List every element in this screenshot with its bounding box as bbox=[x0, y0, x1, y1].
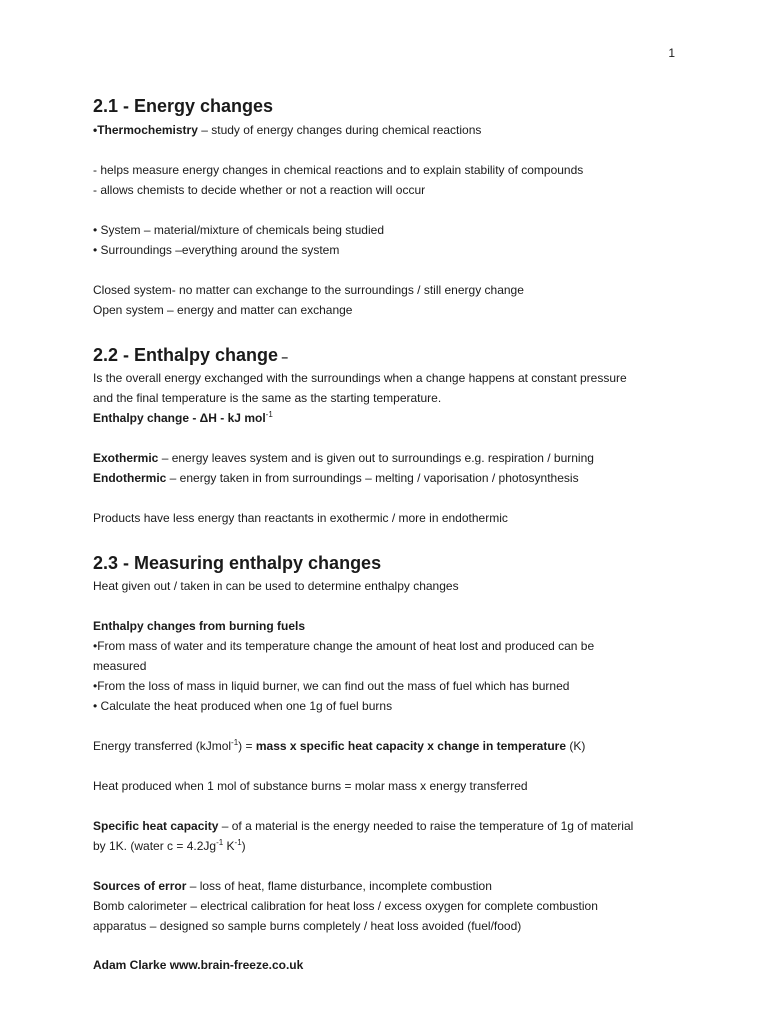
enthalpy-units-sup: -1 bbox=[265, 410, 273, 419]
errors-line bbox=[93, 876, 492, 896]
exothermic-line bbox=[93, 448, 594, 468]
closed-system-line: Closed system- no matter can exchange to the surroundings / still energy change bbox=[93, 283, 524, 297]
footer-credit: Adam Clarke www.brain-freeze.co.uk bbox=[93, 958, 304, 972]
products-line: Products have less energy than reactants in exothermic / more in endothermic bbox=[93, 511, 508, 525]
fuels-heading bbox=[93, 616, 305, 636]
energy-transferred-sup: -1 bbox=[231, 738, 239, 747]
enthalpy-def-line-2: and the final temperature is the same as the starting temperature. bbox=[93, 391, 442, 405]
surroundings-line: • Surroundings –everything around the system bbox=[93, 243, 340, 257]
thermochemistry-term: •Thermochemistry bbox=[93, 123, 198, 137]
allows-line: - allows chemists to decide whether or not a reaction will occur bbox=[93, 183, 426, 197]
endothermic-line bbox=[93, 468, 579, 488]
endothermic-term: Endothermic bbox=[93, 471, 167, 485]
section-2-3-title: 2.3 - Measuring enthalpy changes bbox=[93, 553, 382, 573]
section-2-2-title-text: 2.2 - Enthalpy change bbox=[93, 345, 279, 365]
shc-line-2 bbox=[93, 836, 246, 856]
errors-def: – loss of heat, flame disturbance, incomplete combustion bbox=[186, 879, 492, 893]
energy-transferred-a: Energy transferred (kJmol bbox=[93, 739, 232, 753]
shc-2b: K bbox=[223, 839, 235, 853]
enthalpy-def-line-1: Is the overall energy exchanged with the surroundings when a change happens at constant pressure bbox=[93, 371, 627, 385]
shc-term: Specific heat capacity bbox=[93, 819, 219, 833]
section-2-2-title bbox=[93, 344, 288, 368]
shc-sup1: -1 bbox=[216, 838, 224, 847]
enthalpy-units-line bbox=[93, 408, 273, 428]
enthalpy-units-label: Enthalpy change - ΔH - kJ mol bbox=[93, 411, 266, 425]
endothermic-def: – energy taken in from surroundings – melting / vaporisation / photosynthesis bbox=[166, 471, 579, 485]
helps-line: - helps measure energy changes in chemical reactions and to explain stability of compounds bbox=[93, 163, 584, 177]
thermochemistry-def: – study of energy changes during chemical reactions bbox=[197, 123, 482, 137]
mass-water-line-2: measured bbox=[93, 659, 147, 673]
energy-transferred-c: (K) bbox=[566, 739, 586, 753]
calc-heat-line: • Calculate the heat produced when one 1g of fuel burns bbox=[93, 699, 393, 713]
system-line: • System – material/mixture of chemicals being studied bbox=[93, 223, 384, 237]
shc-sup2: -1 bbox=[234, 838, 242, 847]
loss-of-mass-line: •From the loss of mass in liquid burner, we can find out the mass of fuel which has burned bbox=[93, 679, 570, 693]
errors-term: Sources of error bbox=[93, 879, 187, 893]
heat-given-line: Heat given out / taken in can be used to determine enthalpy changes bbox=[93, 579, 459, 593]
section-2-1-title: 2.1 - Energy changes bbox=[93, 96, 274, 116]
page-number: 1 bbox=[668, 46, 675, 60]
shc-2c: ) bbox=[241, 839, 246, 853]
exothermic-term: Exothermic bbox=[93, 451, 159, 465]
thermochemistry-line bbox=[93, 120, 481, 140]
bomb-calorimeter-line-2: apparatus – designed so sample burns completely / heat loss avoided (fuel/food) bbox=[93, 919, 522, 933]
bomb-calorimeter-line-1: Bomb calorimeter – electrical calibration for heat loss / excess oxygen for complete combustion bbox=[93, 899, 598, 913]
shc-2a: by 1K. (water c = 4.2Jg bbox=[93, 839, 217, 853]
mass-water-line-1: •From mass of water and its temperature change the amount of heat lost and produced can be bbox=[93, 639, 595, 653]
energy-transferred-formula: mass x specific heat capacity x change in temperature bbox=[252, 739, 566, 753]
section-2-2-title-dash: – bbox=[278, 350, 289, 364]
exothermic-def: – energy leaves system and is given out to surroundings e.g. respiration / burning bbox=[158, 451, 594, 465]
energy-transferred-line bbox=[93, 736, 585, 756]
heat-per-mol-line: Heat produced when 1 mol of substance burns = molar mass x energy transferred bbox=[93, 779, 528, 793]
shc-line-1 bbox=[93, 816, 633, 836]
fuels-heading-text: Enthalpy changes from burning fuels bbox=[93, 619, 306, 633]
energy-transferred-b: ) = bbox=[238, 739, 253, 753]
open-system-line: Open system – energy and matter can exchange bbox=[93, 303, 353, 317]
shc-def: – of a material is the energy needed to raise the temperature of 1g of material bbox=[218, 819, 634, 833]
